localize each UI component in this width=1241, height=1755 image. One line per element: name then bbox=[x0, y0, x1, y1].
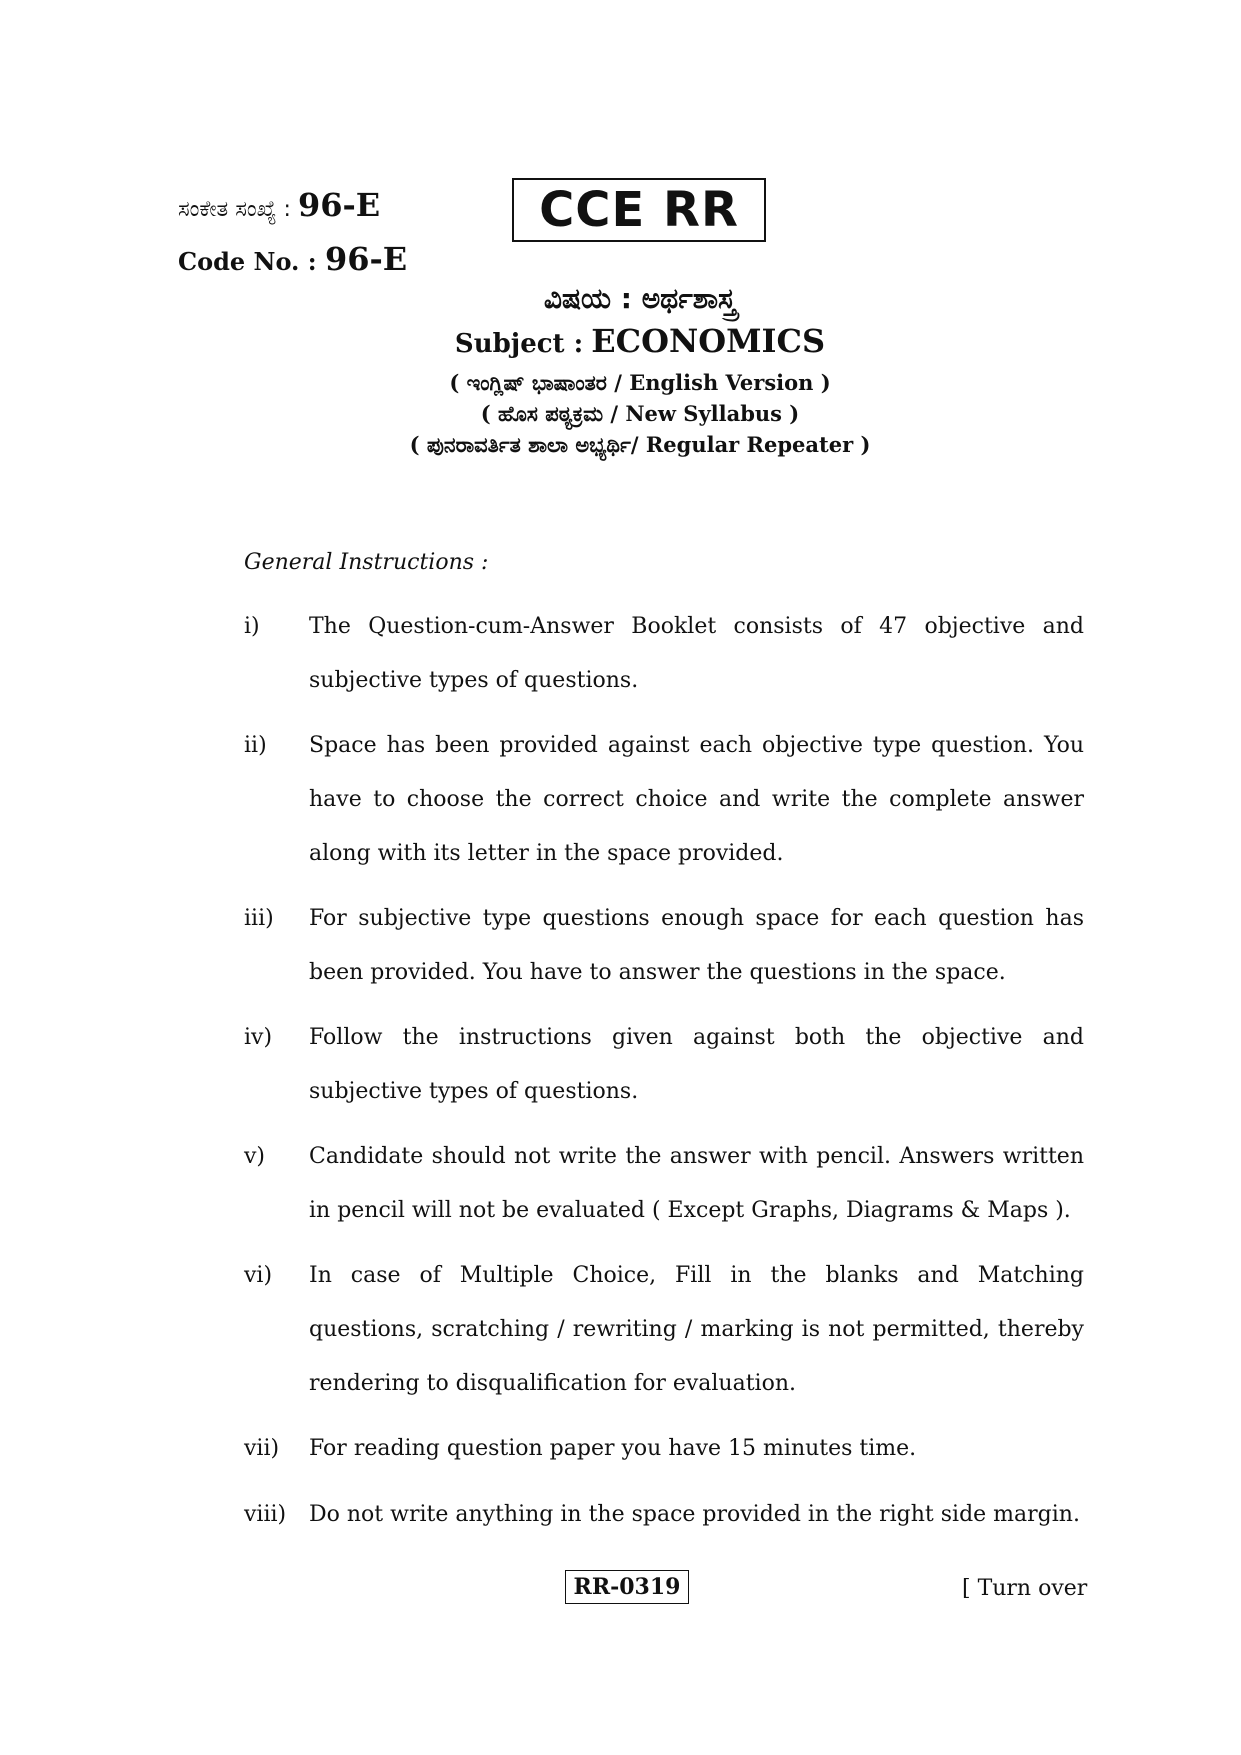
code-value-kannada: 96-E bbox=[297, 186, 381, 224]
instruction-text: Follow the instructions given against both the objective and subjective types of questions. bbox=[309, 1025, 1084, 1104]
instruction-item bbox=[244, 600, 1084, 708]
instruction-number: i) bbox=[244, 614, 260, 639]
instruction-number: iv) bbox=[244, 1025, 273, 1050]
instruction-number: vi) bbox=[244, 1263, 273, 1288]
instruction-text: For subjective type questions enough space for each question has been provided. You have to answer the questions in the space. bbox=[309, 906, 1084, 985]
syllabus-line: ( ಹೊಸ ಪಠ್ಯಕ್ರಮ / New Syllabus ) bbox=[480, 401, 800, 426]
footer-code-box: RR-0319 bbox=[565, 1570, 689, 1604]
instruction-item bbox=[244, 719, 1084, 881]
instruction-item bbox=[244, 892, 1084, 1000]
subject-kannada: ವಿಷಯ : ಅರ್ಥಶಾಸ್ತ್ರ bbox=[543, 282, 737, 315]
instruction-text: Candidate should not write the answer with pencil. Answers written in pencil will not be evaluated ( Except Graphs, Diagrams & Maps ). bbox=[309, 1144, 1084, 1223]
general-instructions-title: General Instructions : bbox=[244, 550, 489, 575]
instruction-text: The Question-cum-Answer Booklet consists of 47 objective and subjective types of questions. bbox=[309, 614, 1084, 693]
instruction-item bbox=[244, 1130, 1084, 1238]
instruction-number: iii) bbox=[244, 906, 274, 931]
code-number-kannada bbox=[178, 186, 380, 224]
code-value-english: 96-E bbox=[324, 240, 408, 278]
instruction-item bbox=[244, 1011, 1084, 1119]
instruction-text: Space has been provided against each objective type question. You have to choose the correct choice and write the complete answer along with its letter in the space provided. bbox=[309, 733, 1084, 866]
instruction-text: In case of Multiple Choice, Fill in the blanks and Matching questions, scratching / rewriting / marking is not permitted, thereby rendering to disqualification for evaluation. bbox=[309, 1263, 1084, 1396]
repeater-line: ( ಪುನರಾವರ್ತಿತ ಶಾಲಾ ಅಭ್ಯರ್ಥಿ/ Regular Repeater ) bbox=[409, 432, 871, 457]
instruction-item bbox=[244, 1249, 1084, 1411]
instruction-item bbox=[244, 1488, 1084, 1542]
exam-title-box: CCE RR bbox=[512, 178, 766, 242]
instruction-number: ii) bbox=[244, 733, 267, 758]
subject-english bbox=[300, 322, 980, 360]
code-label-kannada: ಸಂಕೇತ ಸಂಖ್ಯೆ : bbox=[178, 197, 291, 222]
instruction-item bbox=[244, 1422, 1084, 1476]
version-line: ( ಇಂಗ್ಲಿಷ್ ಭಾಷಾಂತರ / English Version ) bbox=[449, 370, 831, 395]
instruction-text: Do not write anything in the space provided in the right side margin. bbox=[309, 1502, 1080, 1527]
turn-over-label: [ Turn over bbox=[962, 1576, 1088, 1601]
code-label-english: Code No. : bbox=[178, 247, 317, 276]
instruction-number: v) bbox=[244, 1144, 266, 1169]
instruction-number: vii) bbox=[244, 1436, 280, 1461]
instruction-text: For reading question paper you have 15 minutes time. bbox=[309, 1436, 917, 1461]
code-number-english bbox=[178, 240, 407, 278]
instruction-number: viii) bbox=[244, 1502, 287, 1527]
subject-value: ECONOMICS bbox=[591, 322, 826, 360]
subject-label: Subject : bbox=[454, 329, 584, 359]
